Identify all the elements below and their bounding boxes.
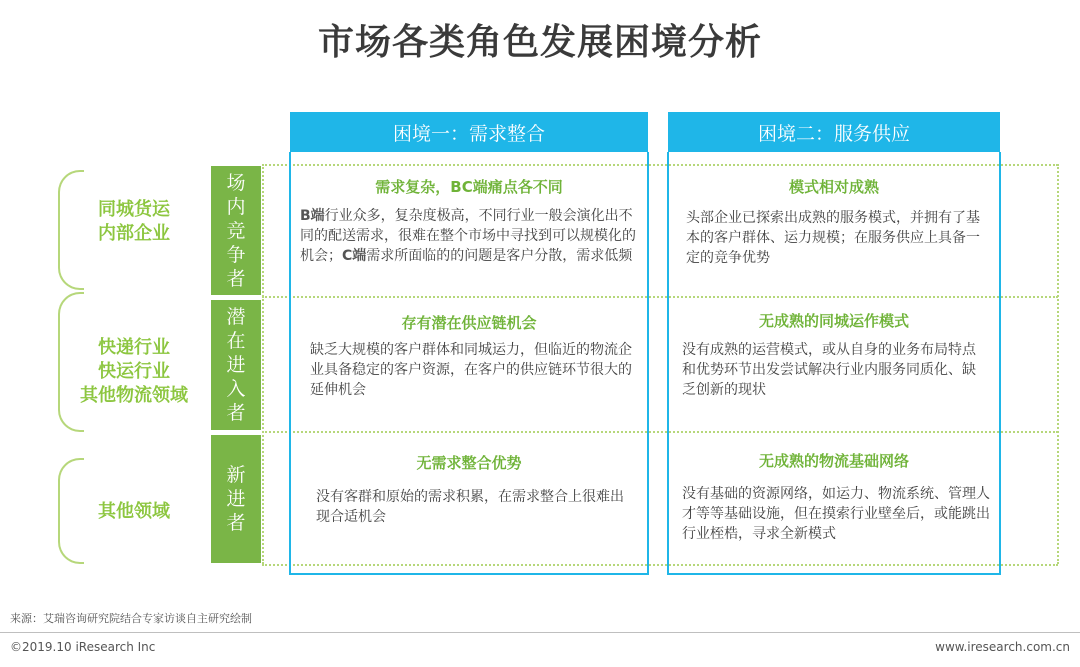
side-label-row-3: 其他领域 <box>98 501 170 522</box>
source-note: 来源：艾瑞咨询研究院结合专家访谈自主研究绘制 <box>10 612 252 625</box>
cell-heading: 存有潜在供应链机会 <box>401 314 537 332</box>
copyright: ©2019.10 iResearch Inc <box>10 640 156 654</box>
cell-heading: 无成熟的物流基础网络 <box>758 452 909 470</box>
page-title: 市场各类角色发展困境分析 <box>317 22 762 63</box>
column-header-supply: 困境二：服务供应 <box>668 112 1000 152</box>
cell-heading: 无需求整合优势 <box>416 454 522 472</box>
website-link[interactable]: www.iresearch.com.cn <box>935 640 1070 654</box>
row-frame-right <box>1057 164 1059 564</box>
cell-heading: 需求复杂，BC端痛点各不同 <box>375 178 563 196</box>
side-label-row-2: 快递行业 快运行业 其他物流领域 <box>80 337 188 406</box>
cell-body: 头部企业已探索出成熟的服务模式，并拥有了基本的客户群体、运力规模；在服务供应上具备一定的竞争优势 <box>686 210 980 266</box>
role-box-potential-entrant: 潜 在 进 入 者 <box>211 300 261 430</box>
cell-body: 缺乏大规模的客户群体和同城运力，但临近的物流企业具备稳定的客户资源，在客户的供应链环节很大的延伸机会 <box>310 342 632 398</box>
cell-body: 没有客群和原始的需求积累，在需求整合上很难出现合适机会 <box>316 489 624 525</box>
column-header-demand: 困境一：需求整合 <box>290 112 648 152</box>
cell-body: 没有基础的资源网络，如运力、物流系统、管理人才等等基础设施，但在摸索行业壁垒后，或能跳出行业桎梏，寻求全新模式 <box>682 486 990 542</box>
role-box-new-entrant: 新 进 者 <box>211 435 261 563</box>
row-frame-left <box>262 164 264 564</box>
side-label-row-1: 同城货运 内部企业 <box>98 199 170 244</box>
cell-heading: 无成熟的同城运作模式 <box>758 312 909 330</box>
cell-body: B端行业众多，复杂度极高，不同行业一般会演化出不同的配送需求，很难在整个市场中寻找到可以规模化的机会；C端需求所面临的的问题是客户分散，需求低频 <box>300 208 636 264</box>
footer-divider <box>0 632 1080 633</box>
cell-body: 没有成熟的运营模式，或从自身的业务布局特点和优势环节出发尝试解决行业内服务同质化、缺乏创新的现状 <box>682 342 976 398</box>
role-box-incumbent: 场 内 竞 争 者 <box>211 166 261 295</box>
cell-heading: 模式相对成熟 <box>788 178 879 196</box>
